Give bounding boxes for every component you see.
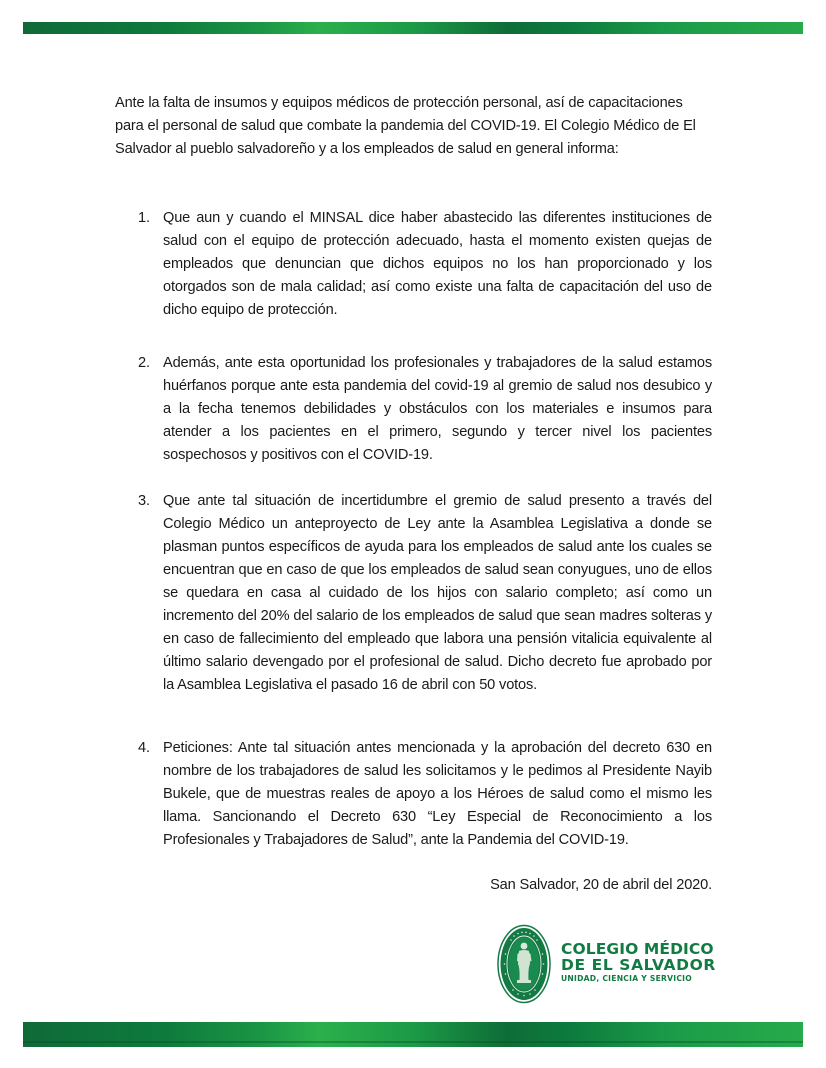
- list-item-number: 4.: [138, 740, 150, 756]
- list-item-text: Además, ante esta oportunidad los profesionales y trabajadores de la salud estamos huérfanos porque ante esta pandemia del covid-19 al gremio de salud nos desubico y a la fecha tenemos debilidades y obstáculos con los materiales e insumos para atender a los pacientes en el primero, segundo y tercer nivel los pacientes sospechosos y positivos con el COVID-19.: [163, 355, 712, 463]
- list-item-number: 2.: [138, 355, 150, 371]
- logo-name-line-1: COLEGIO MÉDICO: [561, 940, 714, 958]
- list-item: [138, 352, 712, 467]
- logo-tagline: UNIDAD, CIENCIA Y SERVICIO: [561, 974, 692, 983]
- logo-wordmark: [561, 941, 716, 984]
- list-item: [138, 490, 712, 697]
- list-item-text: Peticiones: Ante tal situación antes mencionada y la aprobación del decreto 630 en nombre de los trabajadores de salud les solicitamos y le pedimos al Presidente Nayib Bukele, que de muestras reales de apoyo a los Héroes de salud como el mismo les llama. Sancionando el Decreto 630 “Ley Especial de Reconocimiento a los Profesionales y Trabajadores de Salud”, ante la Pandemia del COVID-19.: [163, 740, 712, 848]
- list-item-number: 1.: [138, 210, 150, 226]
- list-item: [138, 207, 712, 322]
- header-decorative-bar: [23, 22, 803, 34]
- logo-name-line-2: DE EL SALVADOR: [561, 956, 716, 974]
- list-item-text: Que aun y cuando el MINSAL dice haber abastecido las diferentes instituciones de salud con el equipo de protección adecuado, hasta el momento existen quejas de empleados que denuncian que dichos equipos no los han proporcionado y los otorgados son de mala calidad; así como existe una falta de capacitación del uso de dicho equipo de protección.: [163, 210, 712, 318]
- medical-college-seal-icon: [497, 924, 551, 1004]
- list-item-text: Que ante tal situación de incertidumbre el gremio de salud presento a través del Colegio Médico un anteproyecto de Ley ante la Asamblea Legislativa a donde se plasman puntos específicos de ayuda para los empleados de salud ante los cuales se encuentran que en caso de que los empleados de salud sean conyugues, uno de ellos se quedara en casa al cuidado de los hijos con salario completo; así como un incremento del 20% del salario de los empleados de salud que sean madres solteras y en caso de fallecimiento del empleado que labora una pensión vitalicia equivalente al último salario devengado por el profesional de salud. Dicho decreto fue aprobado por la Asamblea Legislativa el pasado 16 de abril con 50 votos.: [163, 493, 712, 693]
- organization-logo: [497, 924, 716, 1006]
- footer-decorative-bar: [23, 1022, 803, 1047]
- list-item: [138, 737, 712, 852]
- list-item-number: 3.: [138, 493, 150, 509]
- intro-paragraph: Ante la falta de insumos y equipos médicos de protección personal, así de capacitaciones para el personal de salud que combate la pandemia del COVID-19. El Colegio Médico de El Salvador al pueblo salvadoreño y a los empleados de salud en general informa:: [115, 95, 696, 157]
- place-and-date: San Salvador, 20 de abril del 2020.: [490, 877, 712, 893]
